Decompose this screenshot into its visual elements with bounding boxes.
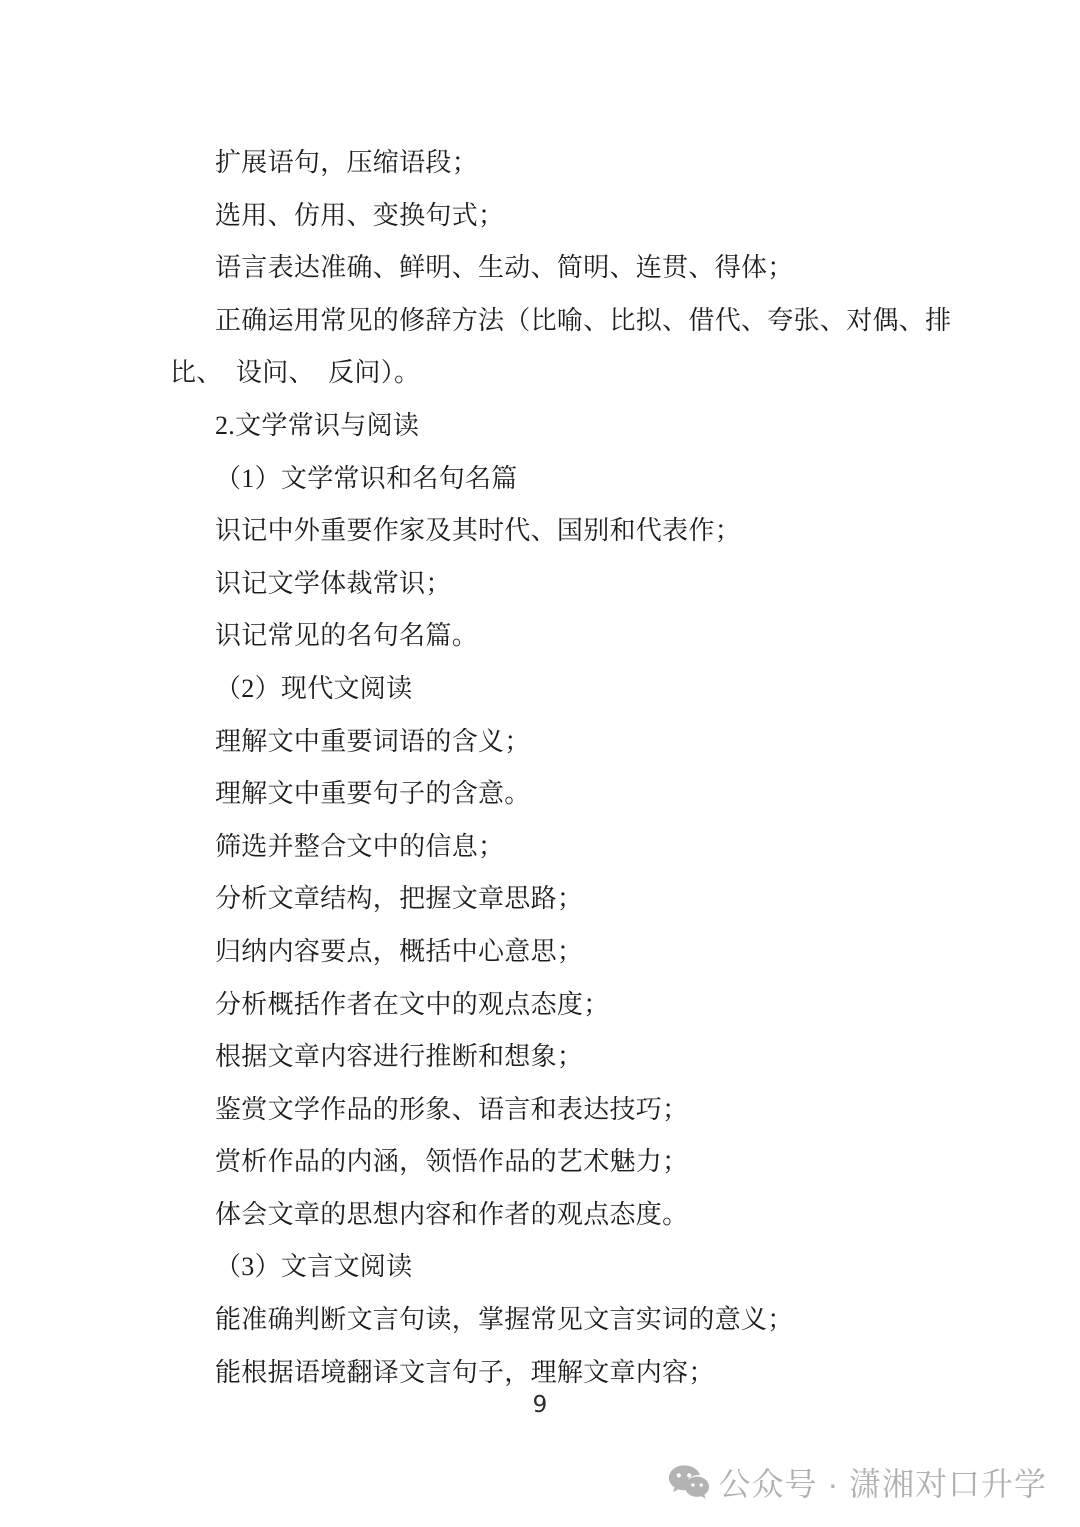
wechat-icon <box>668 1464 710 1501</box>
text-line <box>170 1189 915 1242</box>
text-line-content: 能根据语境翻译文言句子，理解文章内容； <box>215 1357 715 1387</box>
text-line <box>170 873 915 926</box>
text-line <box>170 558 915 611</box>
text-line-content: 正确运用常见的修辞方法（比喻、比拟、借代、夸张、对偶、排 <box>215 305 952 335</box>
page-number: 9 <box>532 1392 548 1418</box>
text-line-content: 2.文学常识与阅读 <box>215 410 420 440</box>
text-line-content: （2）现代文阅读 <box>215 673 413 703</box>
watermark <box>668 1458 1047 1506</box>
text-line-content: 识记常见的名句名篇。 <box>215 621 479 651</box>
text-line-content: 语言表达准确、鲜明、生动、简明、连贯、得体； <box>215 253 794 283</box>
text-line-content: 体会文章的思想内容和作者的观点态度。 <box>215 1199 689 1229</box>
text-line <box>170 242 915 295</box>
text-line <box>170 1294 915 1347</box>
text-line <box>170 768 915 821</box>
text-line-content: 理解文中重要句子的含意。 <box>215 779 531 809</box>
text-line-content: （1）文学常识和名句名篇 <box>215 463 518 493</box>
text-line <box>170 400 915 453</box>
text-line <box>170 505 915 558</box>
document-body <box>170 137 952 1399</box>
text-line <box>170 1031 915 1084</box>
text-line-content: 识记文学体裁常识； <box>215 568 452 598</box>
text-line-content: 比、 设问、 反问）。 <box>170 358 421 388</box>
watermark-text: 公众号 · 潇湘对口升学 <box>718 1466 1047 1502</box>
text-line-content: 能准确判断文言句读，掌握常见文言实词的意义； <box>215 1305 794 1335</box>
text-line-content: 归纳内容要点，概括中心意思； <box>215 936 584 966</box>
text-line <box>170 716 915 769</box>
text-line-content: 筛选并整合文中的信息； <box>215 831 505 861</box>
text-line-content: 扩展语句，压缩语段； <box>215 148 479 177</box>
text-line-content: 理解文中重要词语的含义； <box>215 726 531 756</box>
text-line <box>170 1084 915 1137</box>
text-line <box>170 347 915 400</box>
text-line <box>170 1136 915 1189</box>
text-line <box>170 926 915 979</box>
text-line <box>170 610 915 663</box>
text-line <box>170 453 915 506</box>
text-line <box>170 821 915 874</box>
text-line-content: 选用、仿用、变换句式； <box>215 200 505 230</box>
text-line <box>170 1241 915 1294</box>
text-line-content: 根据文章内容进行推断和想象； <box>215 1042 584 1072</box>
text-line <box>170 663 915 716</box>
text-line-content: 识记中外重要作家及其时代、国别和代表作； <box>215 516 742 546</box>
text-line-content: 分析概括作者在文中的观点态度； <box>215 989 610 1019</box>
text-line-content: 赏析作品的内涵，领悟作品的艺术魅力； <box>215 1147 689 1177</box>
text-line-content: 分析文章结构，把握文章思路； <box>215 884 584 914</box>
text-line <box>170 137 915 190</box>
text-line <box>170 295 952 348</box>
text-line-content: （3）文言文阅读 <box>215 1252 413 1282</box>
text-line <box>170 979 915 1032</box>
text-line <box>170 190 915 243</box>
text-line-content: 鉴赏文学作品的形象、语言和表达技巧； <box>215 1094 689 1124</box>
